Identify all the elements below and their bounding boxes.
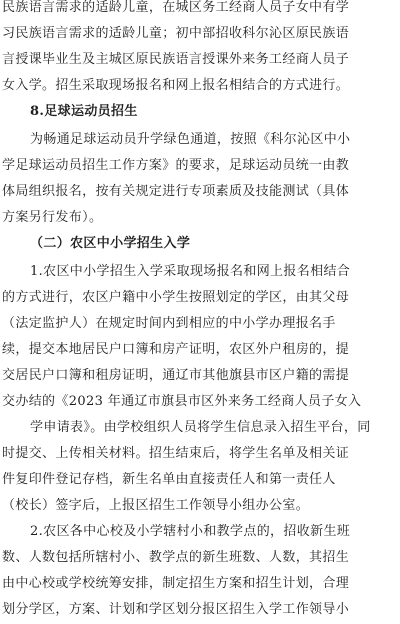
body-text-line: 体局组织报名，按有关规定进行专项素质及技能测试（具体 bbox=[2, 184, 350, 199]
body-text-line: 时提交、上传相关材料。招生结束后，将学生名单及相关证 bbox=[2, 446, 350, 461]
body-text-line: 学申请表》。由学校组织人员将学生信息录入招生平台，同 bbox=[30, 420, 371, 435]
section-heading-football: 8.足球运动员招生 bbox=[30, 104, 138, 119]
body-text-line: 1.农区中小学招生入学采取现场报名和网上报名相结合 bbox=[30, 264, 351, 279]
body-text-line: （校长）签字后，上报区招生工作领导小组办公室。 bbox=[2, 498, 310, 513]
body-text-line: 件复印件登记存档，新生名单由直接责任人和第一责任人 bbox=[2, 472, 336, 487]
section-heading-rural: （二）农区中小学招生入学 bbox=[30, 236, 191, 251]
body-text-line: 为畅通足球运动员升学绿色通道，按照《科尔沁区中小 bbox=[30, 132, 351, 147]
body-text-line: 交居民户口簿和租房证明，通辽市其他旗县市区户籍的需提 bbox=[2, 368, 350, 383]
body-text-line: 的方式进行，农区户籍中小学生按照划定的学区，由其父母 bbox=[2, 290, 350, 305]
body-text-line: 数、人数包括所辖村小、教学点的新生班数、人数，其招生 bbox=[2, 550, 350, 565]
body-text-line: 交办结的《2023 年通辽市旗县市区外来务工经商人员子女入 bbox=[2, 394, 362, 409]
body-text-line: 2.农区各中心校及小学辖村小和教学点的，招收新生班 bbox=[30, 524, 351, 539]
body-text-line: 方案另行发布）。 bbox=[2, 210, 103, 225]
body-text-line: 由中心校或学校统筹安排，制定招生方案和招生计划，合理 bbox=[2, 576, 350, 591]
body-text-line: 划分学区，方案、计划和学区划分报区招生入学工作领导小 bbox=[2, 602, 350, 617]
body-text-line: 续，提交本地居民户口簿和房产证明，农区外户租房的，提 bbox=[2, 342, 350, 357]
body-text-line: 习民族语言需求的适龄儿童；初中部招收科尔沁区原民族语 bbox=[2, 26, 350, 41]
body-text-line: 女入学。招生采取现场报名和网上报名相结合的方式进行。 bbox=[2, 78, 350, 93]
body-text-line: 民族语言需求的适龄儿童，在城区务工经商人员子女中有学 bbox=[2, 0, 350, 15]
body-text-line: 言授课毕业生及主城区原民族语言授课外来务工经商人员子 bbox=[2, 52, 350, 67]
body-text-line: 学足球运动员招生工作方案》的要求，足球运动员统一由教 bbox=[2, 158, 350, 173]
body-text-line: （法定监护人）在规定时间内到相应的中小学办理报名手 bbox=[2, 316, 336, 331]
